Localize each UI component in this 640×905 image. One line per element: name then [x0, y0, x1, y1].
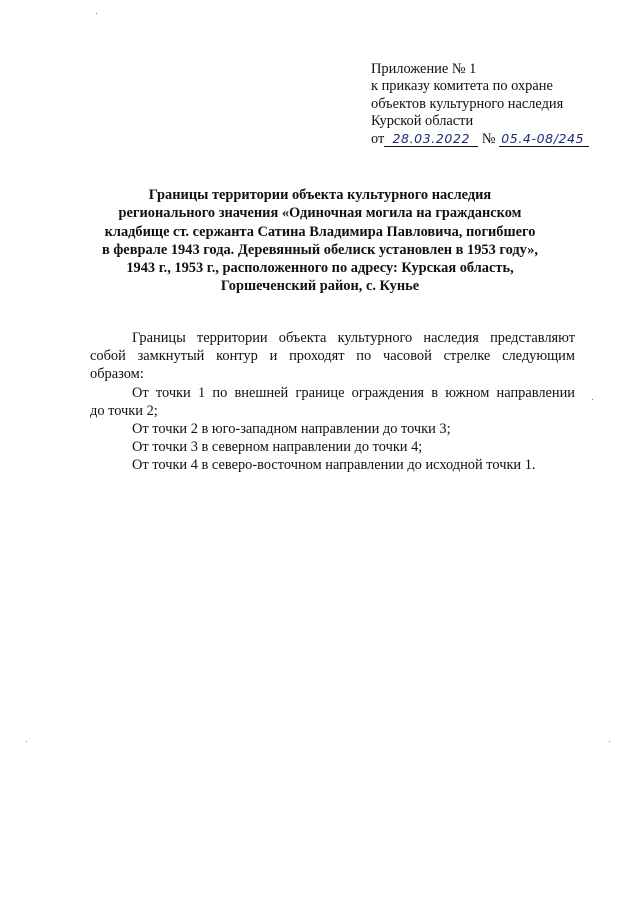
appendix-line: к приказу комитета по охране [371, 78, 553, 95]
title-line: 1943 г., 1953 г., расположенного по адресу: Курская область, [126, 260, 514, 277]
order-date-field [384, 132, 478, 147]
title-line: в феврале 1943 года. Деревянный обелиск установлен в 1953 году», [101, 241, 538, 258]
scan-speck [609, 741, 610, 742]
order-date: 28.03.2022 [392, 130, 471, 146]
point-4-text: От точки 4 в северо-восточном направлении до исходной точки 1. [132, 457, 536, 474]
order-number: 05.4-08/245 [501, 130, 585, 146]
intro-line: собой замкнутый контур и проходят по часовой стрелке следующим [90, 348, 575, 365]
scan-speck [592, 399, 593, 400]
appendix-line: объектов культурного наследия [371, 95, 564, 112]
intro-line: образом: [90, 366, 144, 383]
point-1-line: до точки 2; [90, 402, 158, 419]
intro-line: Границы территории объекта культурного наследия представляют [132, 330, 575, 346]
order-prefix: от [371, 130, 385, 147]
order-number-prefix: № [481, 130, 496, 147]
title-line: регионального значения «Одиночная могила на гражданском [118, 205, 522, 222]
scan-speck [96, 13, 97, 14]
appendix-line: Курской области [371, 113, 474, 130]
point-3-text: От точки 3 в северном направлении до точки 4; [132, 439, 423, 456]
title-line: Границы территории объекта культурного наследия [148, 187, 492, 203]
order-number-field [499, 132, 589, 147]
appendix-header [371, 61, 589, 148]
point-2-text: От точки 2 в юго-западном направлении до точки 3; [132, 421, 451, 438]
point-1-line: От точки 1 по внешней границе ограждения в южном направлении [132, 384, 575, 401]
title-line: Горшеченский район, с. Кунье [220, 278, 420, 295]
appendix-line: Приложение № 1 [371, 61, 477, 77]
document-title [100, 186, 540, 296]
document-body [90, 329, 575, 475]
title-line: кладбище ст. сержанта Сатина Владимира Павловича, погибшего [104, 223, 536, 240]
order-reference [371, 131, 589, 148]
scan-speck [26, 741, 27, 742]
